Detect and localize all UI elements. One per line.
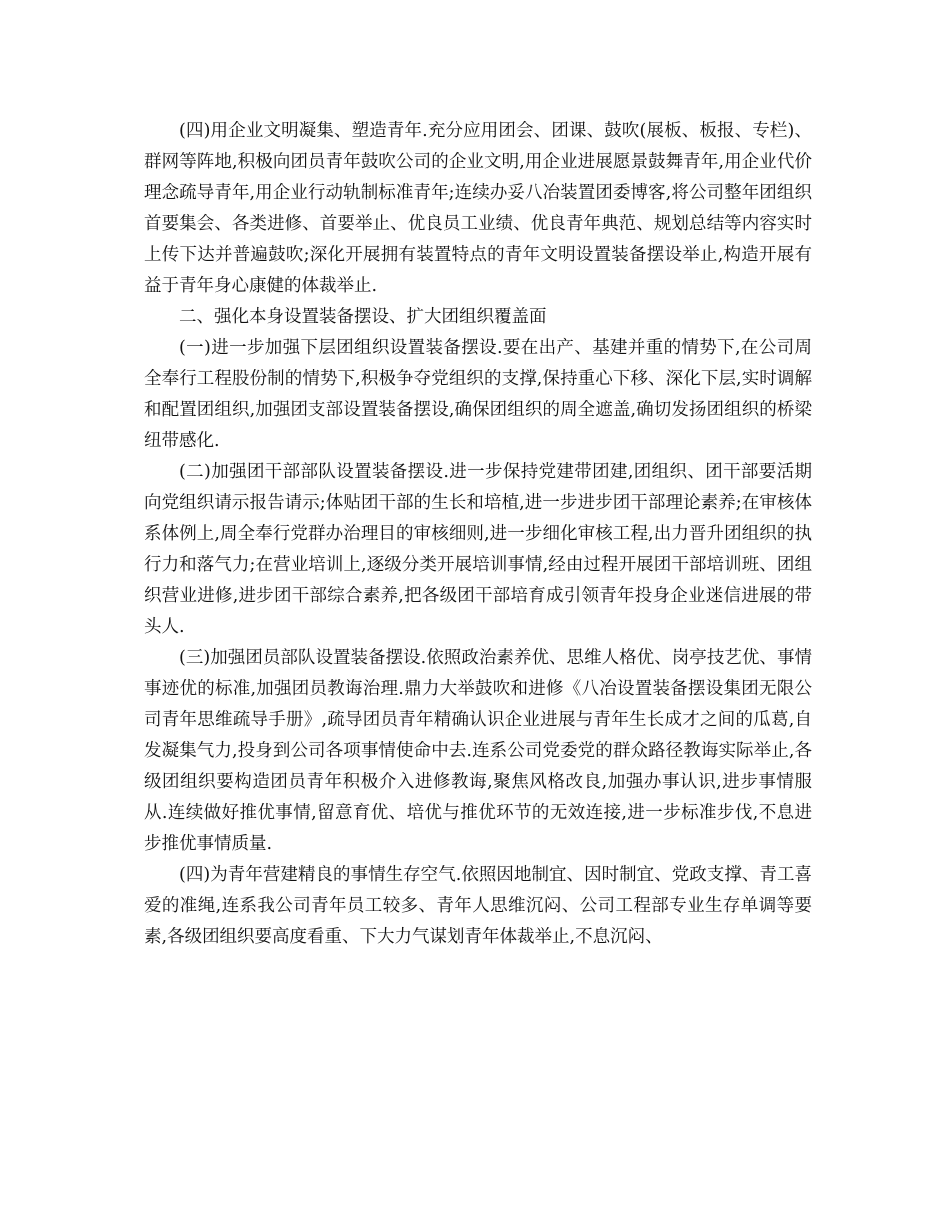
paragraph-grassroots: (一)进一步加强下层团组织设置装备摆设.要在出产、基建并重的情势下,在公司周全奉行工程股份制的情势下,积极争夺党组织的支撑,保持重心下移、深化下层,实时调解和配置团组织,加强团支部设置装备摆设,确保团组织的周全遮盖,确切发扬团组织的桥梁纽带感化. — [144, 338, 812, 451]
document-page — [144, 116, 812, 953]
section-heading-2: 二、强化本身设置装备摆设、扩大团组织覆盖面 — [179, 307, 547, 327]
paragraph-members: (三)加强团员部队设置装备摆设.依照政治素养优、思维人格优、岗亭技艺优、事情事迹优的标准,加强团员教诲治理.鼎力大举鼓吹和进修《八冶设置装备摆设集团无限公司青年思维疏导手册》,疏导团员青年精确认识企业进展与青年生长成才之间的瓜葛,自发凝集气力,投身到公司各项事情使命中去.连系公司党委党的群众路径教诲实际举止,各级团组织要构造团员青年积极介入进修教诲,聚焦风格改良,加强办事认识,进步事情服从.连续做好推优事情,留意育优、培优与推优环节的无效连接,进一步标准步伐,不息进步推优事情质量. — [144, 648, 812, 854]
paragraph-cadres: (二)加强团干部部队设置装备摆设.进一步保持党建带团建,团组织、团干部要活期向党组织请示报告请示;体贴团干部的生长和培植,进一步进步团干部理论素养;在审核体系体例上,周全奉行党群办治理目的审核细则,进一步细化审核工程,出力晋升团组织的执行力和落气力;在营业培训上,逐级分类开展培训事情,经由过程开展团干部培训班、团组织营业进修,进步团干部综合素养,把各级团干部培育成引领青年投身企业迷信进展的带头人. — [144, 462, 812, 637]
paragraph-environment: (四)为青年营建精良的事情生存空气.依照因地制宜、因时制宜、党政支撑、青工喜爱的准绳,连系我公司青年员工较多、青年人思维沉闷、公司工程部专业生存单调等要素,各级团组织要高度看重、下大力气谋划青年体裁举止,不息沉闷、 — [144, 865, 812, 947]
paragraph-culture: (四)用企业文明凝集、塑造青年.充分应用团会、团课、鼓吹(展板、板报、专栏)、群网等阵地,积极向团员青年鼓吹公司的企业文明,用企业进展愿景鼓舞青年,用企业代价理念疏导青年,用企业行动轨制标准青年;连续办妥八冶装置团委博客,将公司整年团组织首要集会、各类进修、首要举止、优良员工业绩、优良青年典范、规划总结等内容实时上传下达并普遍鼓吹;深化开展拥有装置特点的青年文明设置装备摆设举止,构造开展有益于青年身心康健的体裁举止. — [144, 121, 812, 296]
